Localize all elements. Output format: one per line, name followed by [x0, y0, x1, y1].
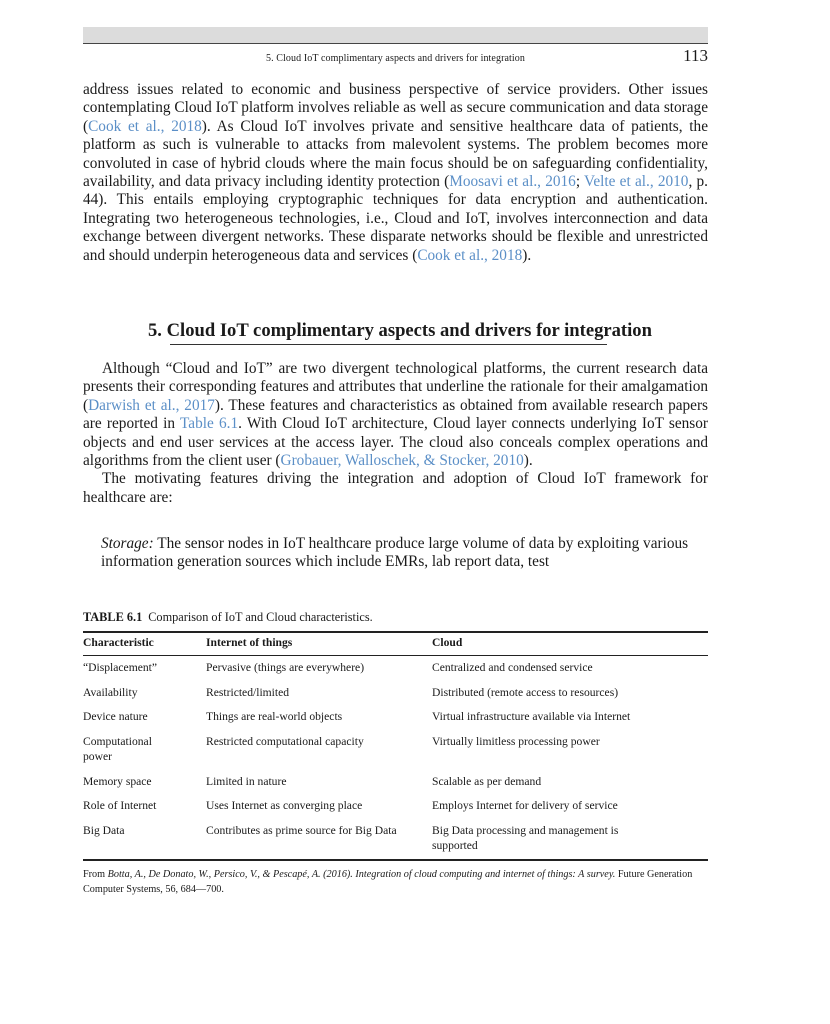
table-cell: Restricted computational capacity: [206, 735, 364, 748]
section-underline: [170, 344, 607, 345]
citation-link[interactable]: Velte et al., 2010: [584, 173, 689, 191]
column-header: Internet of things: [206, 636, 293, 649]
table-cell: Centralized and condensed service: [432, 661, 593, 674]
table-cell: Virtually limitless processing power: [432, 735, 600, 748]
table-cell: “Displacement”: [83, 661, 158, 674]
column-header: Cloud: [432, 636, 463, 649]
table-label: TABLE 6.1: [83, 610, 143, 624]
running-title: 5. Cloud IoT complimentary aspects and drivers for integration: [265, 53, 525, 64]
table-caption: TABLE 6.1 Comparison of IoT and Cloud characteristics.: [83, 610, 373, 624]
citation-link[interactable]: Moosavi et al., 2016: [449, 173, 576, 191]
storage-label: Storage:: [101, 535, 154, 552]
page-number: 113: [683, 46, 708, 65]
header-band: [83, 27, 708, 43]
table-bottom-rule: [83, 859, 708, 861]
paragraph-2: Although “Cloud and IoT” are two divergent technological platforms, the current research data presents their corresponding features and attributes that underline the rationale for their amalgamation (Darwish et al., 2017). These features and characteristics as obtained from available research papers are reported in Table 6.1. With Cloud IoT architecture, Cloud layer connects underlying IoT sensor objects and end user services at the access layer. The cloud also conceals complex operations and algorithms from the client user (Grobauer, Walloschek, & Stocker, 2010). The motivating features driving the integration and adoption of Cloud IoT framework for healthcare are:: [83, 360, 709, 506]
table-cell: Device nature: [83, 710, 148, 723]
citation-link[interactable]: Cook et al., 2018: [417, 246, 523, 264]
table-cell: Limited in nature: [206, 775, 287, 788]
table-cell: Memory space: [83, 775, 152, 788]
table-cell: Virtual infrastructure available via Internet: [432, 710, 631, 723]
column-header: Characteristic: [83, 636, 154, 649]
table-cell: Scalable as per demand: [432, 775, 542, 788]
table-cell: Uses Internet as converging place: [206, 799, 363, 812]
table-cell: Things are real-world objects: [206, 710, 343, 723]
paragraph-1: address issues related to economic and business perspective of service providers. Other issues contemplating Cloud IoT platform involves reliable as well as secure communication and data storage (Cook et al., 2018). As Cloud IoT involves private and sensitive healthcare data of patients, the platform as such is vulnerable to attacks from malevolent systems. The problem becomes more convoluted in case of hybrid clouds where the main focus should be on safeguarding confidentiality, availability, and data privacy including identity protection (Moosavi et al., 2016; Velte et al., 2010, p. 44). This entails employing cryptographic techniques for data encryption and authentication. Integrating two heterogeneous technologies, i.e., Cloud and IoT, involves interconnection and data exchange between divergent networks. These disparate networks should be flexible and unrestricted and should underpin heterogeneous data and services (Cook et al., 2018).: [83, 81, 708, 264]
citation-link[interactable]: Grobauer, Walloschek, & Stocker, 2010: [280, 452, 524, 470]
paragraph-3: The motivating features driving the integration and adoption of Cloud IoT framework for healthcare are:: [83, 470, 708, 506]
section-heading: 5. Cloud IoT complimentary aspects and drivers for integration: [148, 320, 652, 341]
table-cell: Big Data processing and management is supported: [432, 824, 619, 852]
table-cell: Availability: [83, 686, 138, 699]
table-cell: Distributed (remote access to resources): [432, 686, 619, 699]
table-cell: Contributes as prime source for Big Data: [206, 824, 397, 837]
citation-link[interactable]: Cook et al., 2018: [88, 117, 202, 135]
table-cell: Employs Internet for delivery of service: [432, 799, 618, 812]
table-header-rule: [83, 655, 708, 656]
table-cell: Role of Internet: [83, 799, 157, 812]
storage-paragraph: Storage: The sensor nodes in IoT healthcare produce large volume of data by exploiting various information generation sources which include EMRs, lab report data, test: [101, 535, 689, 571]
table-cell: Big Data: [83, 824, 125, 837]
table-cell: Computational power: [83, 735, 152, 763]
table-top-rule: [83, 631, 708, 633]
table-cell: Pervasive (things are everywhere): [206, 661, 365, 674]
table-cell: Restricted/limited: [206, 686, 290, 699]
header-rule: [83, 43, 708, 44]
table-reference-link[interactable]: Table 6.1: [180, 415, 239, 433]
citation-link[interactable]: Darwish et al., 2017: [88, 396, 215, 414]
table-source-note: From Botta, A., De Donato, W., Persico, V., & Pescapé, A. (2016). Integration of cloud computing and internet of things: A survey. Future Generation Computer Systems, 56, 684—700.: [83, 869, 693, 895]
